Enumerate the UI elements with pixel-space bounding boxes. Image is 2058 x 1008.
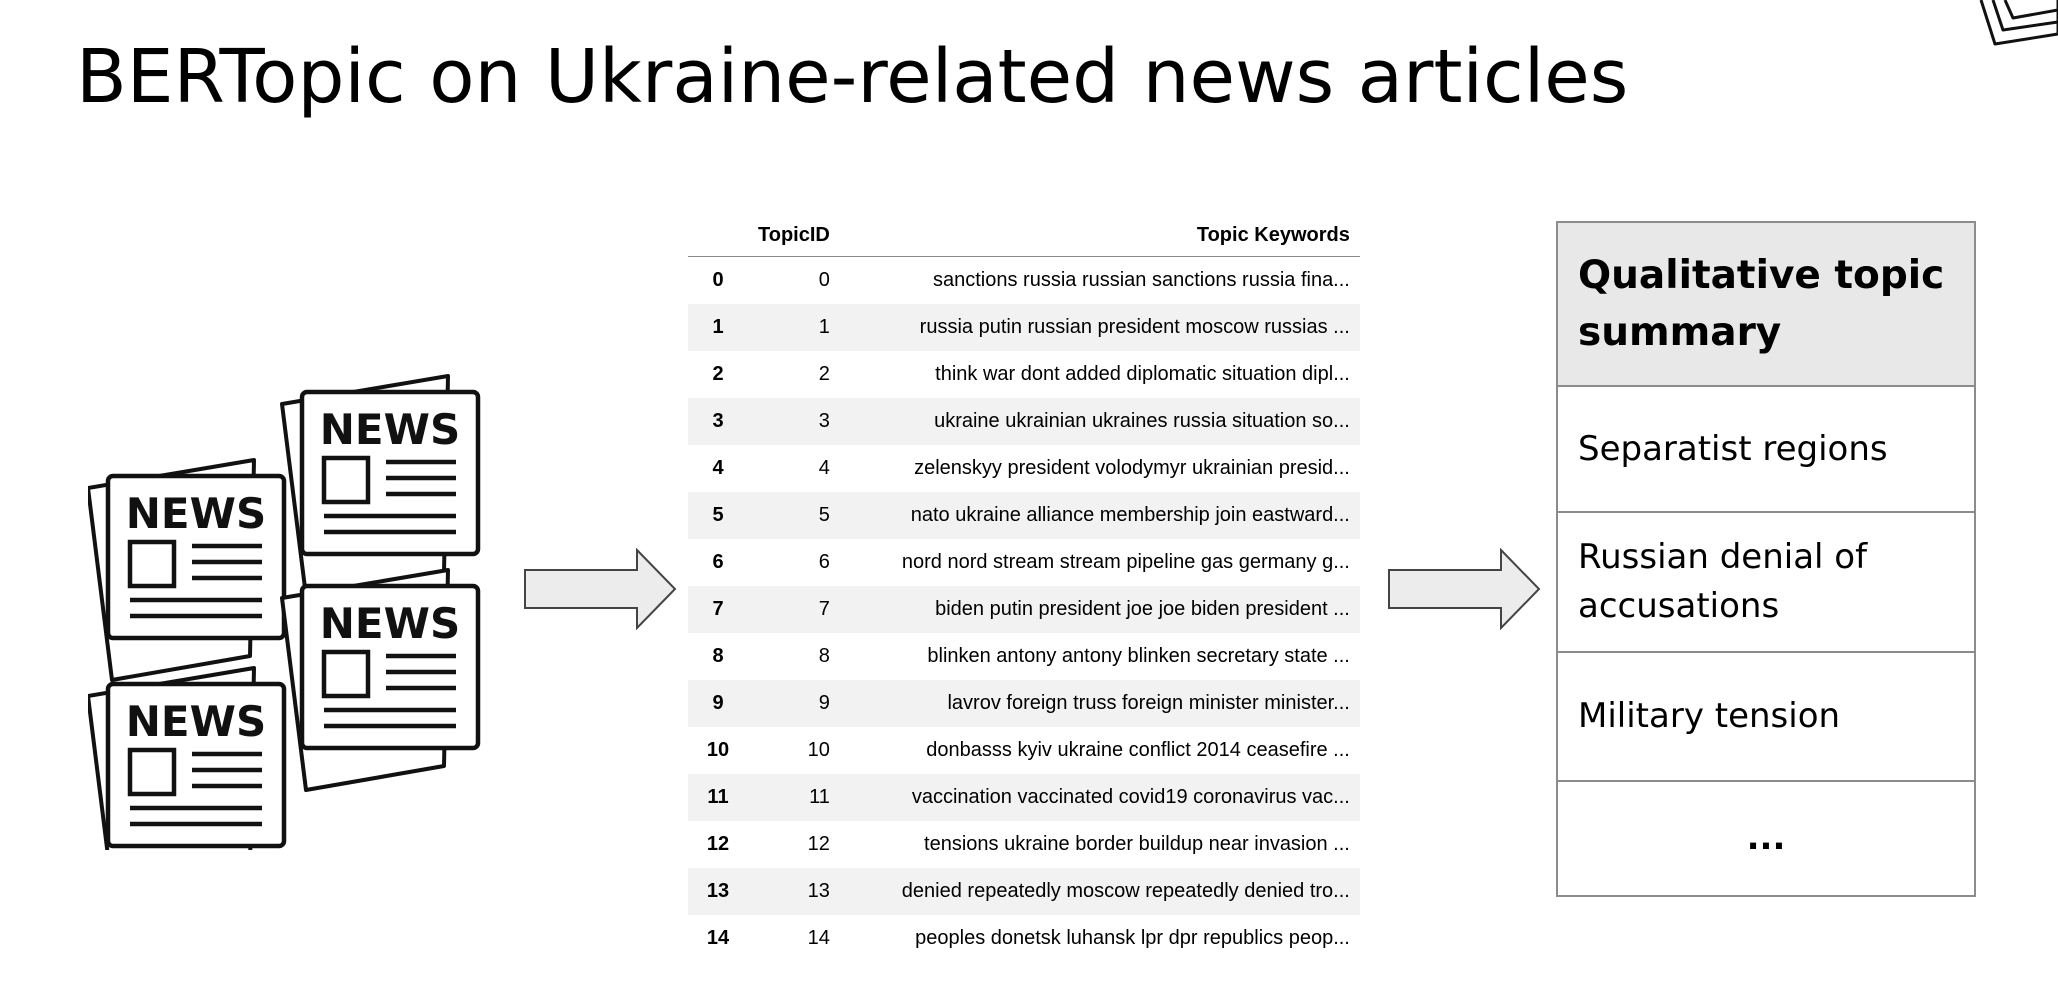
topic-id-cell: 0	[818, 269, 830, 291]
topic-id-cell: 8	[818, 645, 830, 667]
table-row	[688, 539, 1360, 586]
svg-text:NEWS: NEWS	[319, 405, 461, 454]
row-index-cell: 10	[706, 739, 730, 761]
row-index-cell: 2	[712, 363, 724, 385]
svg-text:NEWS: NEWS	[319, 599, 461, 648]
topic-id-cell: 9	[748, 680, 840, 727]
newspaper-icon	[88, 668, 284, 850]
topic-id-cell: 4	[818, 457, 830, 479]
newspaper-icon	[88, 460, 284, 680]
summary-item: Military tension	[1558, 651, 1974, 780]
topic-table	[688, 214, 1360, 962]
table-row	[688, 821, 1360, 868]
table-row	[688, 257, 1360, 305]
column-header-index	[688, 214, 748, 257]
topic-id-cell: 12	[807, 833, 830, 855]
topic-keywords-cell: biden putin president joe joe biden president ...	[840, 586, 1360, 633]
topic-keywords-cell: ukraine ukrainian ukraines russia situation so...	[840, 398, 1360, 445]
row-index-cell: 8	[712, 645, 724, 667]
column-header-topicid: TopicID	[748, 214, 840, 257]
row-index-cell: 11	[688, 774, 748, 821]
summary-item-ellipsis: ...	[1558, 780, 1974, 895]
topic-id-cell: 14	[807, 927, 830, 949]
topic-id-cell: 6	[818, 551, 830, 573]
qualitative-summary-box	[1556, 221, 1976, 897]
table-row	[688, 680, 1360, 727]
newspaper-icon	[282, 570, 478, 790]
row-index-cell: 0	[712, 269, 724, 291]
table-header-row	[688, 214, 1360, 257]
row-index-cell: 6	[712, 551, 724, 573]
topic-keywords-cell: peoples donetsk luhansk lpr dpr republics peop...	[915, 927, 1350, 949]
topic-keywords-cell: tensions ukraine border buildup near invasion ...	[924, 833, 1350, 855]
table-row	[688, 304, 1360, 351]
table-row	[688, 774, 1360, 821]
topic-keywords-cell: lavrov foreign truss foreign minister minister...	[840, 680, 1360, 727]
column-header-keywords: Topic Keywords	[840, 214, 1360, 257]
summary-item: Russian denial of accusations	[1558, 511, 1974, 651]
table-row	[688, 586, 1360, 633]
table-row	[688, 868, 1360, 915]
topic-id-cell: 2	[818, 363, 830, 385]
svg-text:NEWS: NEWS	[125, 697, 267, 746]
topic-id-cell: 1	[748, 304, 840, 351]
topic-id-cell: 7	[748, 586, 840, 633]
topic-keywords-cell: denied repeatedly moscow repeatedly denied tro...	[840, 868, 1360, 915]
topic-id-cell: 10	[807, 739, 830, 761]
topic-keywords-cell: blinken antony antony blinken secretary state ...	[927, 645, 1350, 667]
row-index-cell: 7	[688, 586, 748, 633]
topic-id-cell: 13	[748, 868, 840, 915]
topic-id-cell: 11	[748, 774, 840, 821]
slide-title: BERTopic on Ukraine-related news articles	[76, 34, 1629, 120]
topic-keywords-cell: zelenskyy president volodymyr ukrainian presid...	[914, 457, 1350, 479]
row-index-cell: 1	[688, 304, 748, 351]
arrow-right-icon	[1387, 548, 1543, 630]
row-index-cell: 9	[688, 680, 748, 727]
table-row	[688, 915, 1360, 962]
summary-header: Qualitative topic summary	[1558, 223, 1974, 385]
corner-decoration-icon	[1975, 0, 2058, 48]
table-row	[688, 398, 1360, 445]
summary-item: Separatist regions	[1558, 385, 1974, 511]
newspapers-illustration	[88, 360, 498, 850]
row-index-cell: 3	[688, 398, 748, 445]
svg-text:NEWS: NEWS	[125, 489, 267, 538]
table-row	[688, 633, 1360, 680]
topic-id-cell: 3	[748, 398, 840, 445]
arrow-right-icon	[523, 548, 679, 630]
table-row	[688, 727, 1360, 774]
topic-keywords-cell: vaccination vaccinated covid19 coronavirus vac...	[840, 774, 1360, 821]
table-row	[688, 445, 1360, 492]
topic-keywords-cell: think war dont added diplomatic situation dipl...	[935, 363, 1350, 385]
row-index-cell: 13	[688, 868, 748, 915]
newspaper-icon	[282, 376, 478, 596]
topic-id-cell: 5	[748, 492, 840, 539]
row-index-cell: 4	[712, 457, 724, 479]
row-index-cell: 5	[688, 492, 748, 539]
topic-keywords-cell: sanctions russia russian sanctions russia fina...	[933, 269, 1350, 291]
topic-keywords-cell: nord nord stream stream pipeline gas germany g...	[901, 551, 1350, 573]
row-index-cell: 14	[706, 927, 730, 949]
topic-keywords-cell: nato ukraine alliance membership join eastward...	[840, 492, 1360, 539]
table-row	[688, 492, 1360, 539]
table-row	[688, 351, 1360, 398]
topic-keywords-cell: russia putin russian president moscow russias ...	[840, 304, 1360, 351]
row-index-cell: 12	[706, 833, 730, 855]
topic-keywords-cell: donbasss kyiv ukraine conflict 2014 ceasefire ...	[926, 739, 1350, 761]
